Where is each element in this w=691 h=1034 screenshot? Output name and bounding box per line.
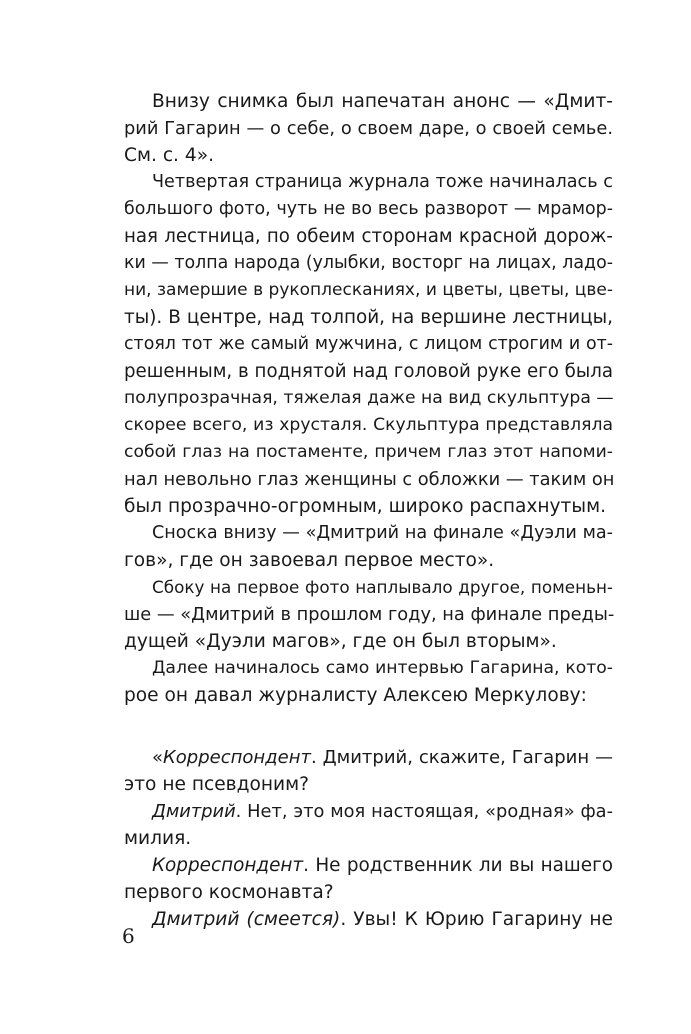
text-line: скорее всего, из хрусталя. Скульптура представляла bbox=[124, 415, 613, 435]
text-line: Дмитрий (смеется). Увы! К Юрию Гагарину не bbox=[152, 909, 613, 930]
text-line: был прозрачно-огромным, широко распахнутым. bbox=[124, 496, 607, 517]
speaker-name: Корреспондент bbox=[152, 855, 304, 876]
text-line: гов», где он завоевал первое место». bbox=[124, 550, 495, 571]
text-line: дущей «Дуэли магов», где он был вторым». bbox=[124, 631, 557, 652]
text-line: См. с. 4». bbox=[124, 145, 214, 166]
text-line: Четвертая страница журнала тоже начиналась с bbox=[152, 172, 613, 192]
text-line: большого фото, чуть не во весь разворот — мрамор- bbox=[124, 199, 613, 219]
speaker-name: Дмитрий (смеется) bbox=[152, 909, 341, 930]
text-line: нал невольно глаз женщины с обложки — таким он bbox=[124, 469, 615, 490]
speaker-name: Корреспондент bbox=[163, 747, 311, 768]
text-line: полупрозрачная, тяжелая даже на вид скульптура — bbox=[124, 388, 614, 408]
text-line: ше — «Дмитрий в прошлом году, на финале преды- bbox=[124, 604, 615, 625]
text-line: Сбоку на первое фото наплывало другое, поменьн- bbox=[152, 577, 613, 597]
text-line: рое он давал журналисту Алексею Меркулову: bbox=[124, 685, 587, 706]
text-line: Сноска внизу — «Дмитрий на финале «Дуэли ма- bbox=[152, 523, 613, 543]
text-line: рий Гагарин — о себе, о своем даре, о своей семье. bbox=[124, 118, 613, 139]
page-number: 6 bbox=[122, 924, 135, 948]
text-line: Дмитрий. Нет, это моя настоящая, «родная» фа- bbox=[152, 801, 613, 822]
text-line: решенным, в поднятой над головой руке его была bbox=[124, 361, 613, 382]
text-line: это не псевдоним? bbox=[124, 774, 309, 795]
text-line: первого космонавта? bbox=[124, 882, 334, 903]
text-line: Корреспондент. Не родственник ли вы нашего bbox=[152, 855, 613, 876]
text-line: Далее начиналось само интервью Гагарина, кото- bbox=[152, 658, 613, 678]
text-line: ни, замершие в рукоплесканиях, и цветы, цветы, цве- bbox=[124, 280, 613, 300]
text-line: милия. bbox=[124, 828, 192, 849]
text-line: стоял тот же самый мужчина, с лицом строгим и от- bbox=[124, 334, 613, 354]
text-line: ты). В центре, над толпой, на вершине лестницы, bbox=[124, 307, 613, 328]
text-line: «Корреспондент. Дмитрий, скажите, Гагарин — bbox=[152, 747, 613, 768]
text-line: Внизу снимка был напечатан анонс — «Дмит- bbox=[152, 91, 613, 112]
text-line: собой глаз на постаменте, причем глаз этот напоми- bbox=[124, 442, 613, 462]
speaker-name: Дмитрий bbox=[152, 801, 236, 822]
text-line: ки — толпа народа (улыбки, восторг на лицах, ладо- bbox=[124, 253, 613, 273]
text-line: ная лестница, по обеим сторонам красной дорож- bbox=[124, 226, 613, 247]
